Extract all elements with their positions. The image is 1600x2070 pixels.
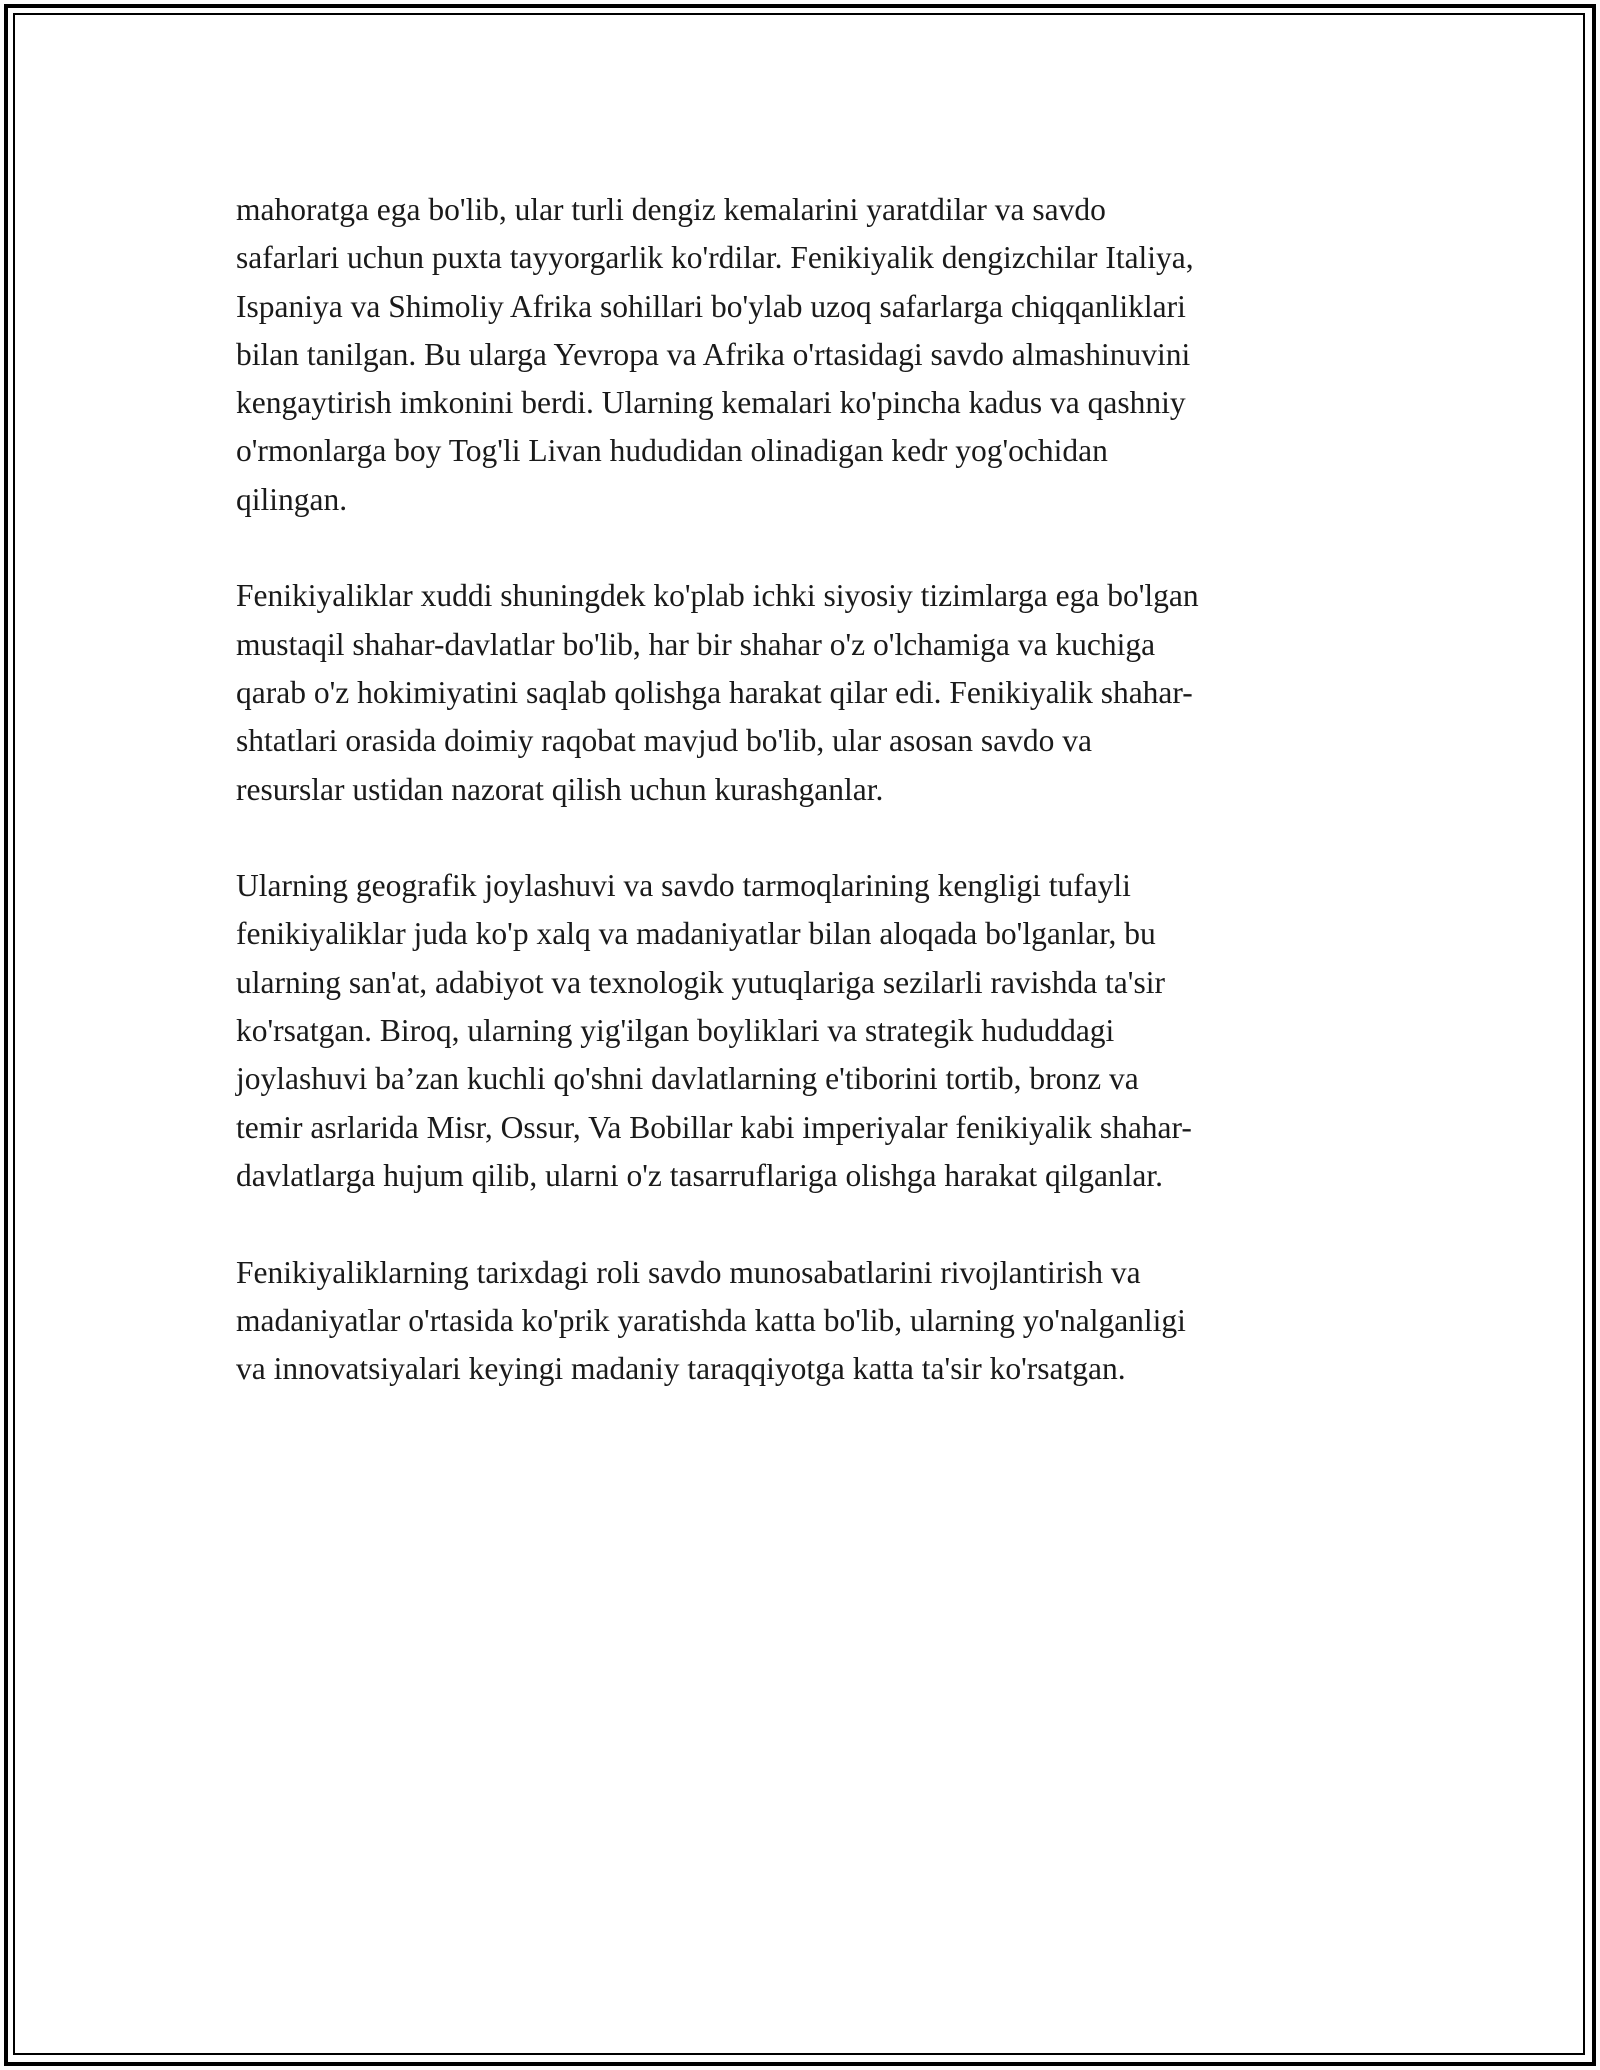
- paragraph-1: [236, 186, 1396, 524]
- text-line: temir asrlarida Misr, Ossur, Va Bobillar kabi imperiyalar fenikiyalik shahar-: [236, 1109, 1192, 1145]
- text-line: madaniyatlar o'rtasida ko'prik yaratishda katta bo'lib, ularning yo'nalganligi: [236, 1302, 1186, 1338]
- text-line: qarab o'z hokimiyatini saqlab qolishga harakat qilar edi. Fenikiyalik shahar-: [236, 674, 1193, 710]
- paragraph-2: [236, 572, 1396, 813]
- text-line: ularning san'at, adabiyot va texnologik yutuqlariga sezilarli ravishda ta'sir: [236, 964, 1165, 1000]
- paragraph-3: [236, 862, 1396, 1200]
- text-line: ko'rsatgan. Biroq, ularning yig'ilgan boyliklari va strategik hududdagi: [236, 1013, 1115, 1049]
- text-line: safarlari uchun puxta tayyorgarlik ko'rdilar. Fenikiyalik dengizchilar Italiya,: [236, 240, 1194, 276]
- text-line: davlatlarga hujum qilib, ularni o'z tasarruflariga olishga harakat qilganlar.: [236, 1157, 1164, 1193]
- text-line: resurslar ustidan nazorat qilish uchun kurashganlar.: [236, 771, 884, 807]
- text-line: kengaytirish imkonini berdi. Ularning kemalari ko'pincha kadus va qashniy: [236, 385, 1186, 421]
- text-line: shtatlari orasida doimiy raqobat mavjud bo'lib, ular asosan savdo va: [236, 723, 1092, 759]
- text-line: o'rmonlarga boy Tog'li Livan hududidan olinadigan kedr yog'ochidan: [236, 433, 1108, 469]
- text-line: bilan tanilgan. Bu ularga Yevropa va Afrika o'rtasidagi savdo almashinuvini: [236, 336, 1191, 372]
- text-line: qilingan.: [236, 481, 348, 517]
- text-line: va innovatsiyalari keyingi madaniy taraqqiyotga katta ta'sir ko'rsatgan.: [236, 1351, 1126, 1387]
- text-line: Fenikiyaliklarning tarixdagi roli savdo munosabatlarini rivojlantirish va: [236, 1254, 1141, 1290]
- paragraph-4: [236, 1249, 1396, 1394]
- document-body: [236, 186, 1396, 1442]
- text-line: Fenikiyaliklar xuddi shuningdek ko'plab ichki siyosiy tizimlarga ega bo'lgan: [236, 578, 1199, 614]
- text-line: mustaqil shahar-davlatlar bo'lib, har bir shahar o'z o'lchamiga va kuchiga: [236, 626, 1156, 662]
- text-line: fenikiyaliklar juda ko'p xalq va madaniyatlar bilan aloqada bo'lganlar, bu: [236, 916, 1156, 952]
- text-line: Ispaniya va Shimoliy Afrika sohillari bo'ylab uzoq safarlarga chiqqanliklari: [236, 288, 1186, 324]
- text-line: Ularning geografik joylashuvi va savdo tarmoqlarining kengligi tufayli: [236, 868, 1131, 904]
- text-line: joylashuvi ba’zan kuchli qo'shni davlatlarning e'tiborini tortib, bronz va: [236, 1061, 1139, 1097]
- text-line: mahoratga ega bo'lib, ular turli dengiz kemalarini yaratdilar va savdo: [236, 192, 1106, 227]
